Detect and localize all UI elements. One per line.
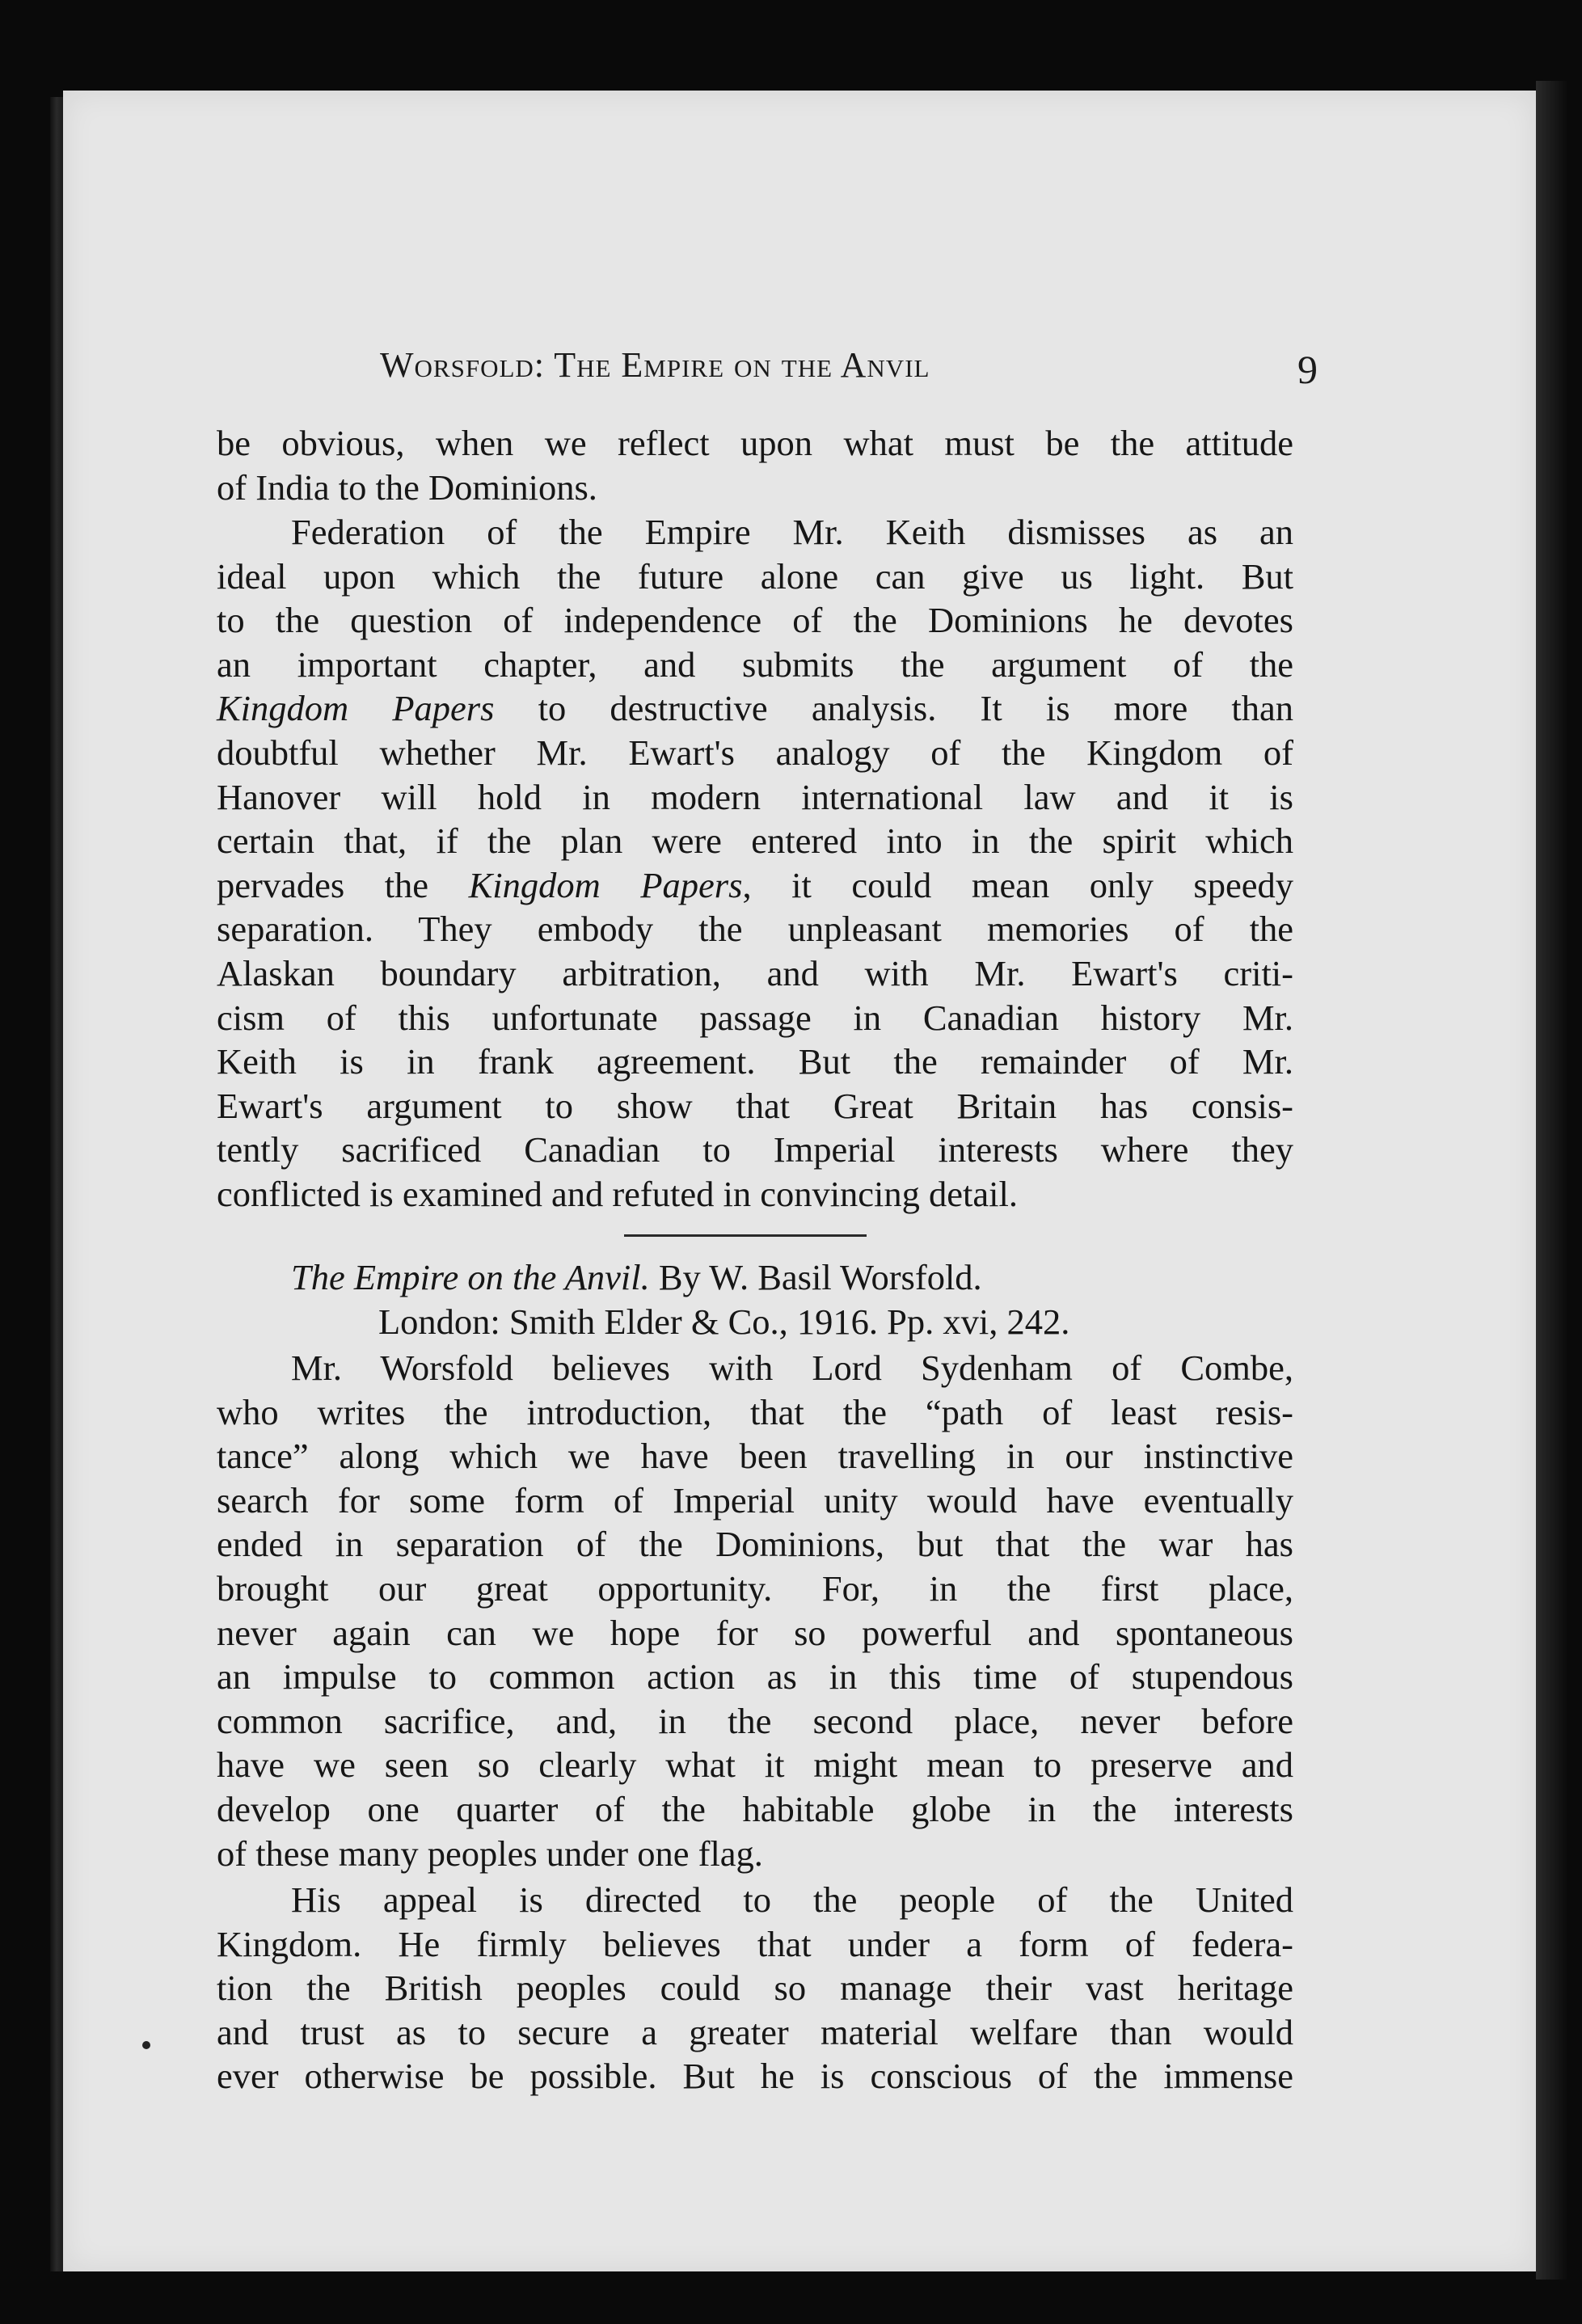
text-line: Ewart's argument to show that Great Britain has consis- <box>217 1085 1293 1126</box>
text-line: ended in separation of the Dominions, but that the war has <box>217 1524 1293 1565</box>
book-title: The Empire on the Anvil. <box>291 1257 650 1297</box>
text-line-with-italic <box>217 863 1293 908</box>
page-edge-shadow <box>1536 81 1568 2280</box>
text-line-with-italic <box>217 686 1293 731</box>
text-line: common sacrifice, and, in the second place, never before <box>217 1700 1293 1741</box>
page-header <box>380 340 1318 404</box>
text-line: brought our great opportunity. For, in the first place, <box>217 1567 1293 1609</box>
text-line: tance” along which we have been travelling in our instinctive <box>217 1436 1293 1477</box>
text-line: never again can we hope for so powerful and spontaneous <box>217 1612 1293 1653</box>
text-line: of India to the Dominions. <box>217 466 597 508</box>
text-line: be obvious, when we reflect upon what must be the attitude <box>217 423 1293 463</box>
text-line: an impulse to common action as in this time of stupendous <box>217 1656 1293 1698</box>
citation-line <box>291 1255 1293 1300</box>
text-segment: pervades the <box>217 864 469 905</box>
page-number: 9 <box>1297 347 1318 392</box>
text-line: certain that, if the plan were entered into in the spirit which <box>217 820 1293 862</box>
paragraph-federation <box>217 510 1293 1217</box>
running-head: Worsfold: The Empire on the Anvil <box>380 345 930 385</box>
paragraph-appeal <box>217 1878 1293 2098</box>
text-segment: , it could mean only speedy <box>742 864 1293 905</box>
text-line: tion the British peoples could so manage their vast heritage <box>217 1968 1293 2009</box>
section-divider <box>624 1234 867 1237</box>
book-publisher: London: Smith Elder & Co., 1916. Pp. xvi, 242. <box>378 1301 1070 1342</box>
text-segment: to destructive analysis. It is more than <box>494 688 1293 729</box>
text-line: Keith is in frank agreement. But the remainder of Mr. <box>217 1041 1293 1082</box>
italic-title: Kingdom Papers <box>217 688 495 729</box>
text-line: Kingdom. He firmly believes that under a form of federa- <box>217 1923 1293 1964</box>
text-line: to the question of independence of the Dominions he devotes <box>217 600 1293 641</box>
text-line: search for some form of Imperial unity would have eventually <box>217 1479 1293 1521</box>
text-line: and trust as to secure a greater material welfare than would <box>217 2011 1293 2052</box>
text-line: His appeal is directed to the people of the United <box>291 1879 1293 1920</box>
text-line: tently sacrificed Canadian to Imperial interests where they <box>217 1129 1293 1170</box>
text-line: ideal upon which the future alone can give us light. But <box>217 555 1293 597</box>
text-line: have we seen so clearly what it might mean to preserve and <box>217 1744 1293 1786</box>
text-line: conflicted is examined and refuted in convincing detail. <box>217 1173 1019 1214</box>
text-line: develop one quarter of the habitable globe in the interests <box>217 1788 1293 1829</box>
text-line: who writes the introduction, that the “path of least resis- <box>217 1391 1293 1432</box>
text-line: Federation of the Empire Mr. Keith dismisses as an <box>291 512 1293 552</box>
book-author: By W. Basil Worsfold. <box>649 1257 982 1297</box>
text-line: Hanover will hold in modern international law and it is <box>217 776 1293 817</box>
review-citation <box>291 1255 1293 1343</box>
text-line: separation. They embody the unpleasant memories of the <box>217 909 1293 950</box>
text-line: an important chapter, and submits the argument of the <box>217 643 1293 685</box>
text-line: cism of this unfortunate passage in Canadian history Mr. <box>217 997 1293 1038</box>
text-line: Alaskan boundary arbitration, and with Mr. Ewart's criti- <box>217 952 1293 993</box>
paragraph-continued <box>217 421 1293 509</box>
italic-title: Kingdom Papers <box>468 864 743 905</box>
text-line: of these many peoples under one flag. <box>217 1833 763 1874</box>
text-line: Mr. Worsfold believes with Lord Sydenham of Combe, <box>291 1348 1293 1388</box>
paragraph-worsfold <box>217 1346 1293 1875</box>
text-line: doubtful whether Mr. Ewart's analogy of the Kingdom of <box>217 732 1293 773</box>
ink-speck <box>142 2041 150 2049</box>
text-line: ever otherwise be possible. But he is conscious of the immense <box>217 2056 1293 2097</box>
